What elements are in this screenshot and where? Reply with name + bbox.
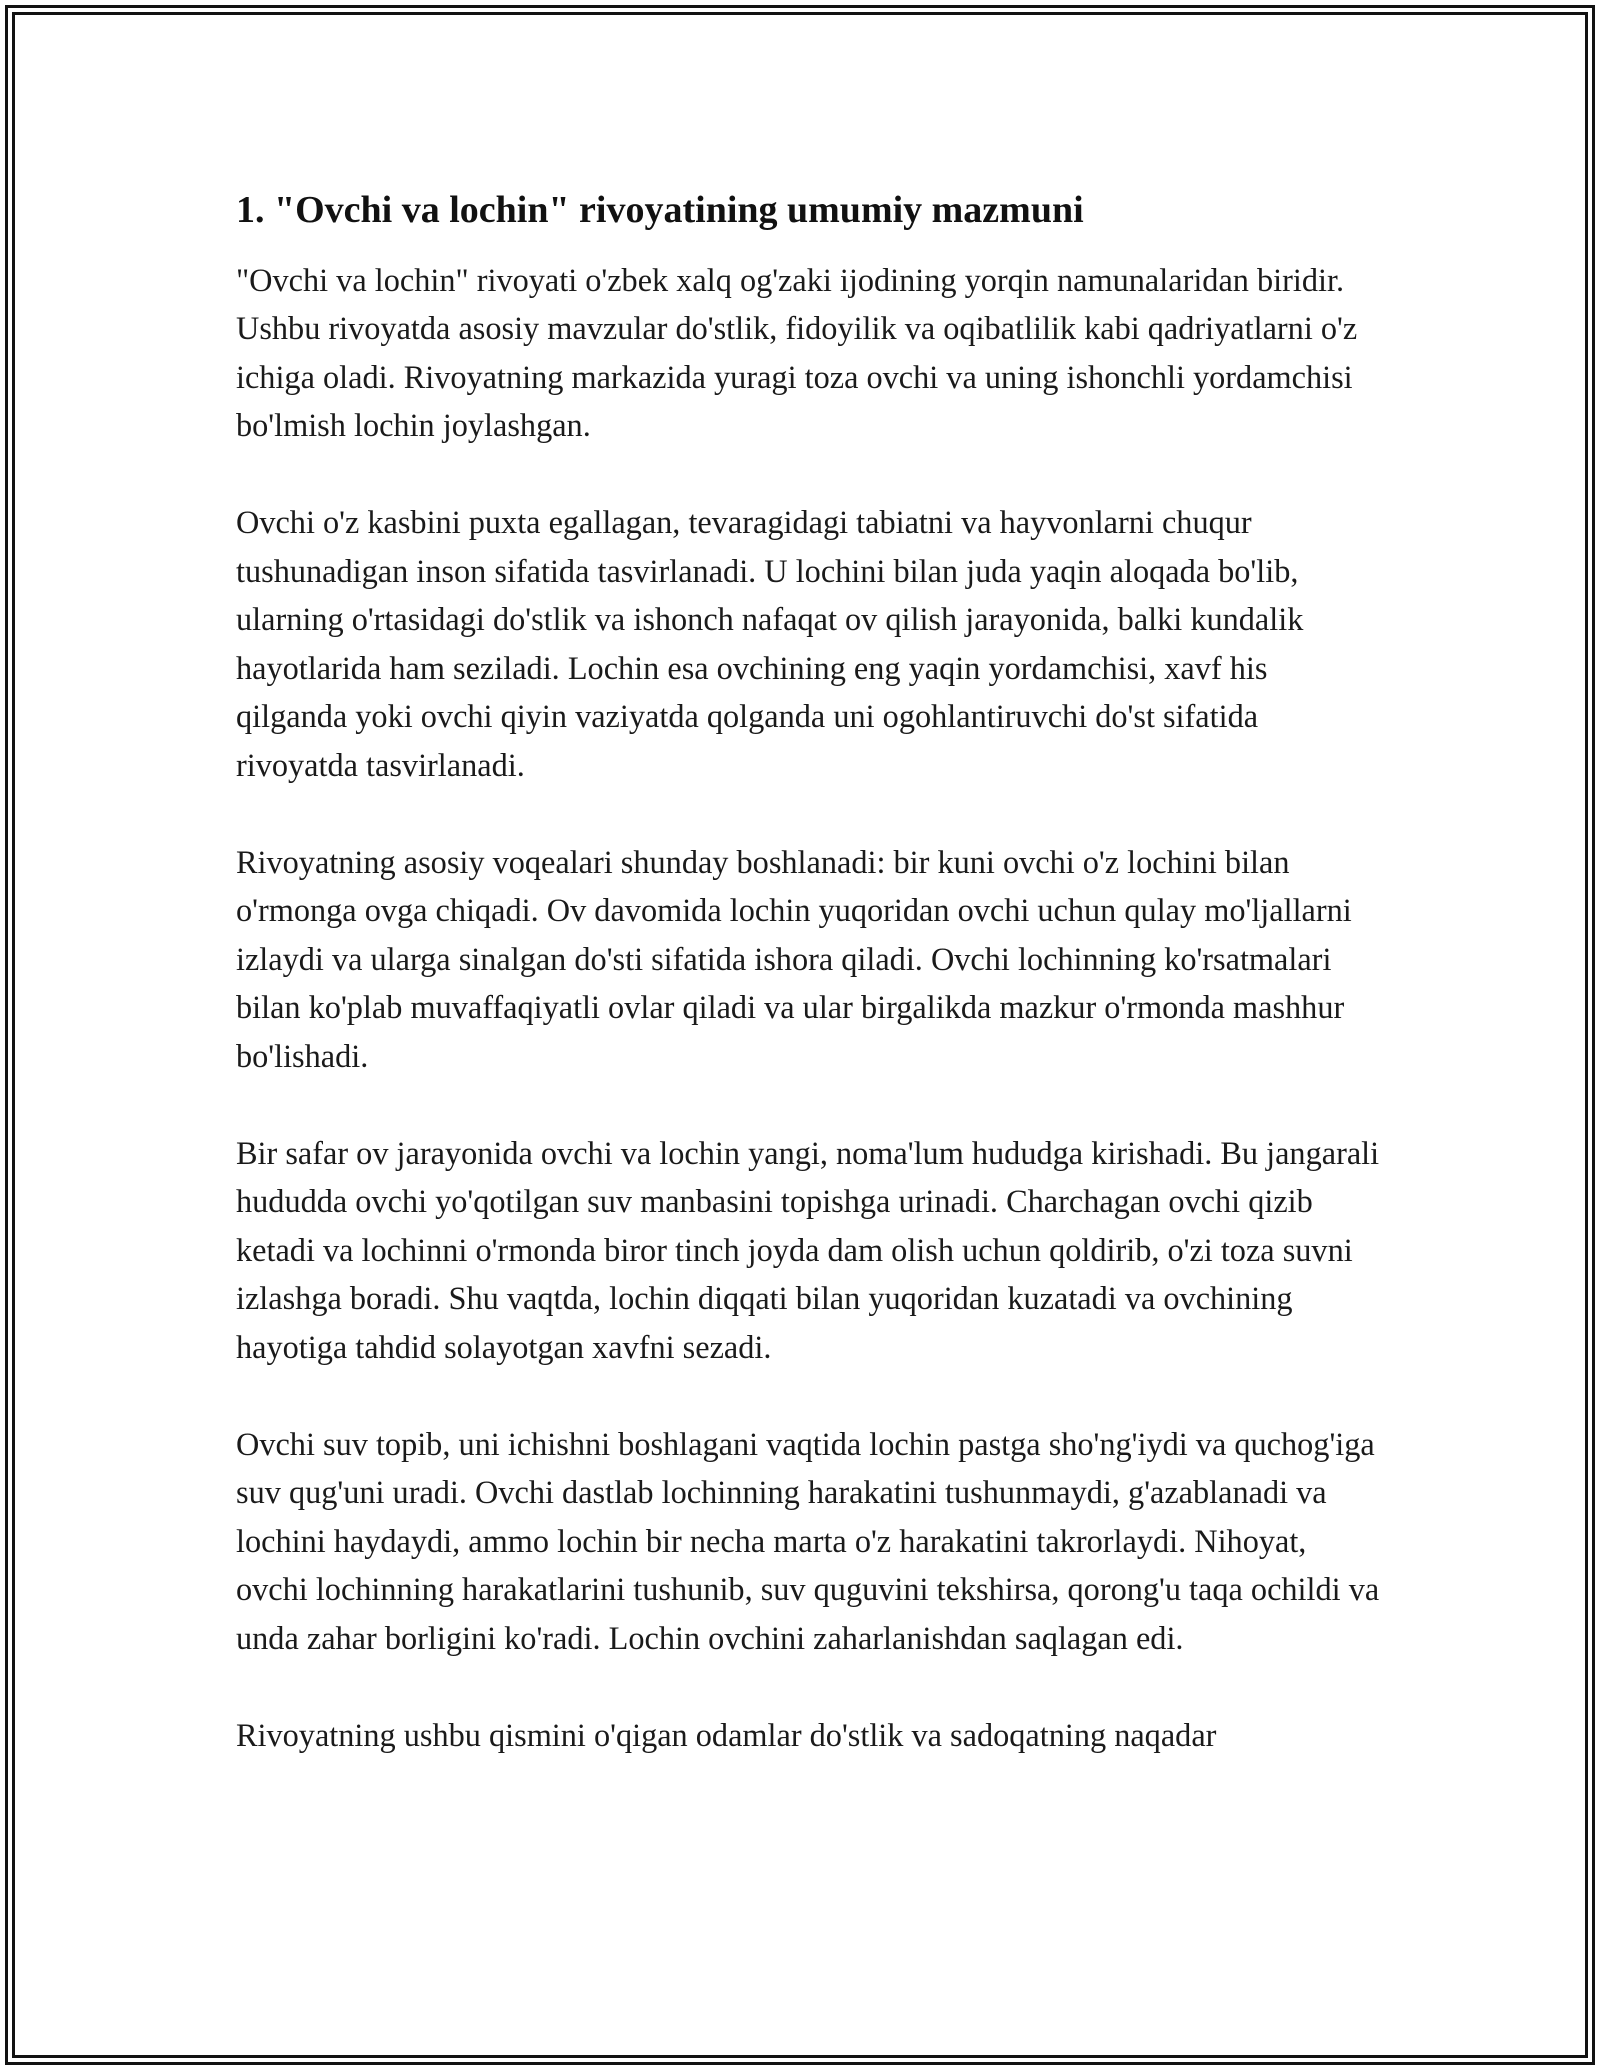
paragraph-intro: "Ovchi va lochin" rivoyati o'zbek xalq og'zaki ijodining yorqin namunalaridan biridir. Ushbu rivoyatda asosiy mavzular do'stlik, fidoyilik va oqibatlilik kabi qadriyatlarni o'z ichiga oladi. Rivoyatning markazida yuragi toza ovchi va uning ishonchli yordamchisi bo'lmish lochin joylashgan. [236, 261, 1358, 444]
paragraph-hunter-description: Ovchi o'z kasbini puxta egallagan, tevaragidagi tabiatni va hayvonlarni chuqur tushunadigan inson sifatida tasvirlanadi. U lochini bilan juda yaqin aloqada bo'lib, ularning o'rtasidagi do'stlik va ishonch nafaqat ov qilish jarayonida, balki kundalik hayotlarida ham seziladi. Lochin esa ovchining eng yaqin yordamchisi, xavf his qilganda yoki ovchi qiyin vaziyatda qolganda uni ogohlantiruvchi do'st sifatida rivoyatda tasvirlanadi. [236, 504, 1304, 783]
paragraph-falcon-saves: Ovchi suv topib, uni ichishni boshlagani vaqtida lochin pastga sho'ng'iydi va quchog'iga suv qug'uni uradi. Ovchi dastlab lochinning harakatini tushunmaydi, g'azablanadi va lochini haydaydi, ammo lochin bir necha marta o'z harakatini takrorlaydi. Nihoyat, ovchi lochinning harakatlarini tushunib, suv quguvini tekshirsa, qorong'u taqa ochildi va unda zahar borligini ko'radi. Lochin ovchini zaharlanishdan saqlagan edi. [236, 1425, 1380, 1656]
paragraph-hunt-begins: Rivoyatning asosiy voqealari shunday boshlanadi: bir kuni ovchi o'z lochini bilan o'rmonga ovga chiqadi. Ov davomida lochin yuqoridan ovchi uchun qulay mo'ljallarni izlaydi va ularga sinalgan do'sti sifatida ishora qiladi. Ovchi lochinning ko'rsatmalari bilan ko'plab muvaffaqiyatli ovlar qiladi va ular birgalikda mazkur o'rmonda mashhur bo'lishadi. [236, 843, 1352, 1074]
section-heading: 1. "Ovchi va lochin" rivoyatining umumiy mazmuni [236, 189, 1084, 231]
paragraph-unknown-territory: Bir safar ov jarayonida ovchi va lochin yangi, noma'lum hududga kirishadi. Bu jangarali hududda ovchi yo'qotilgan suv manbasini topishga urinadi. Charchagan ovchi qizib ketadi va lochinni o'rmonda biror tinch joyda dam olish uchun qoldirib, o'zi toza suvni izlashga boradi. Shu vaqtda, lochin diqqati bilan yuqoridan kuzatadi va ovchining hayotiga tahdid solayotgan xavfni sezadi. [236, 1134, 1380, 1365]
document-body [236, 182, 1386, 1759]
paragraph-continuation: Rivoyatning ushbu qismini o'qigan odamlar do'stlik va sadoqatning naqadar [236, 1716, 1217, 1753]
